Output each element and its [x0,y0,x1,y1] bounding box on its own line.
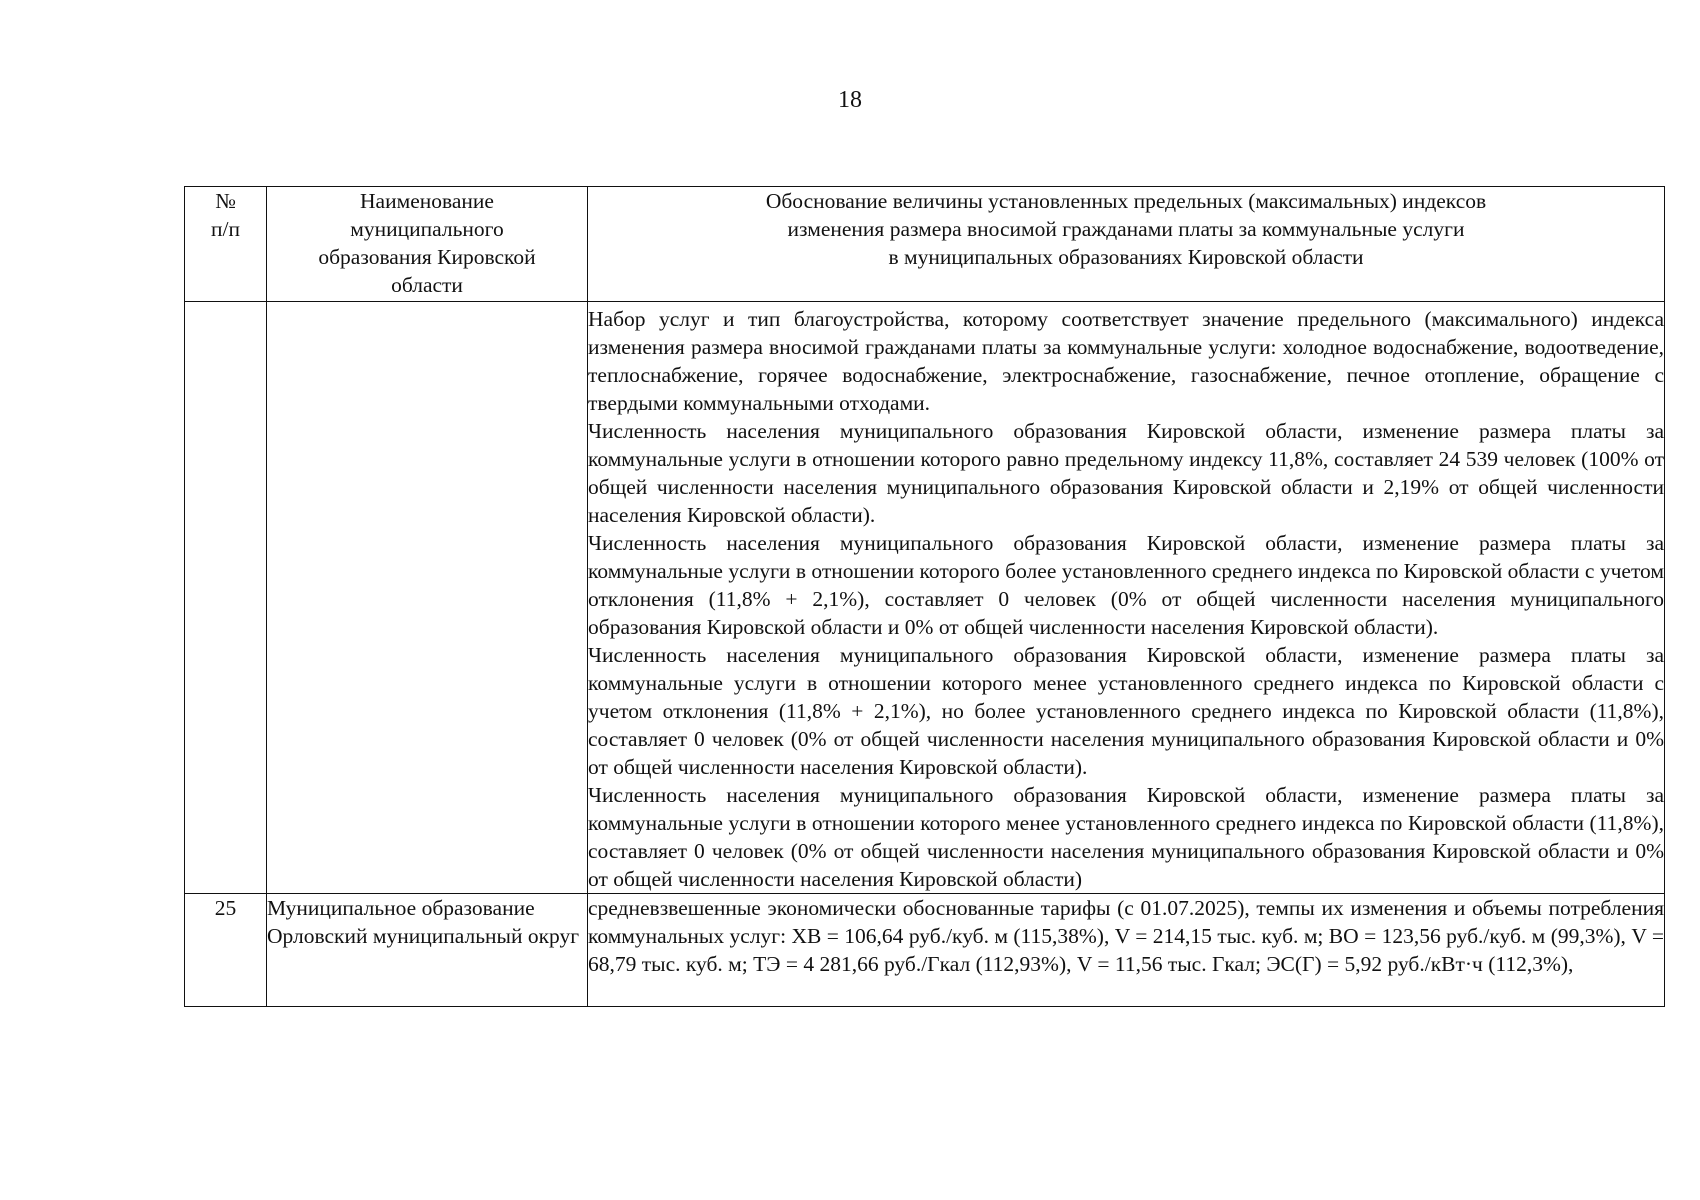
header-index-basis [588,187,1665,302]
population-between-paragraph: Численность населения муниципального образования Кировской области, изменение размера платы за коммунальные услуги в отношении которого менее установленного среднего индекса по Кировской области с учетом отклонения (11,8% + 2,1%), но более установленного среднего индекса по Кировской области (11,8%), составляет 0 человек (0% от общей численности населения муниципального образования Кировской области и 0% от общей численности населения Кировской области). [588,643,1664,779]
header-number [185,187,267,302]
header-name-line: муниципального [350,217,504,241]
page-number: 18 [838,87,862,113]
municipality-name-cell [267,302,588,894]
row-number-cell: 25 [185,894,267,1007]
index-basis-cell [588,302,1665,894]
municipality-name-cell: Муниципальное образование Орловский муниципальный округ [267,894,588,1007]
table-row-continuation [185,302,1665,894]
population-equal-index-paragraph: Численность населения муниципального образования Кировской области, изменение размера платы за коммунальные услуги в отношении которого равно предельному индексу 11,8%, составляет 24 539 человек (100% от общей численности населения муниципального образования Кировской области и 2,19% от общей численности населения Кировской области). [588,419,1664,527]
header-name-line: области [391,273,463,297]
header-basis-line: в муниципальных образованиях Кировской области [888,245,1364,269]
header-number-line: № [215,189,236,213]
table-header-row [185,187,1665,302]
population-below-average-paragraph: Численность населения муниципального образования Кировской области, изменение размера платы за коммунальные услуги в отношении которого менее установленного среднего индекса по Кировской области (11,8%), составляет 0 человек (0% от общей численности населения муниципального образования Кировской области и 0% от общей численности населения Кировской области) [588,783,1664,891]
header-name-line: образования Кировской [318,245,536,269]
tariffs-paragraph: средневзвешенные экономически обоснованные тарифы (с 01.07.2025), темпы их изменения и объемы потребления коммунальных услуг: ХВ = 106,64 руб./куб. м (115,38%), V = 214,15 тыс. куб. м; ВО = 123,56 руб./куб. м (99,3%), V = 68,79 тыс. куб. м; ТЭ = 4 281,66 руб./Гкал (112,93%), V = 11,56 тыс. Гкал; ЭС(Г) = 5,92 руб./кВт·ч (112,3%), [588,896,1664,976]
header-basis-line: изменения размера вносимой гражданами платы за коммунальные услуги [787,217,1465,241]
header-basis-line: Обоснование величины установленных предельных (максимальных) индексов [765,189,1487,213]
population-above-deviation-paragraph: Численность населения муниципального образования Кировской области, изменение размера платы за коммунальные услуги в отношении которого более установленного среднего индекса по Кировской области с учетом отклонения (11,8% + 2,1%), составляет 0 человек (0% от общей численности населения муниципального образования Кировской области и 0% от общей численности населения Кировской области). [588,531,1664,639]
index-basis-cell [588,894,1665,1007]
services-set-paragraph: Набор услуг и тип благоустройства, которому соответствует значение предельного (максимального) индекса изменения размера вносимой гражданами платы за коммунальные услуги: холодное водоснабжение, водоотведение, теплоснабжение, горячее водоснабжение, электроснабжение, газоснабжение, печное отопление, обращение с твердыми коммунальными отходами. [588,307,1664,415]
municipal-index-table [184,186,1665,1007]
header-municipality-name [267,187,588,302]
row-number-cell [185,302,267,894]
header-name-line: Наименование [360,189,494,213]
header-number-line: п/п [211,217,240,241]
table-row-25 [185,894,1665,1007]
